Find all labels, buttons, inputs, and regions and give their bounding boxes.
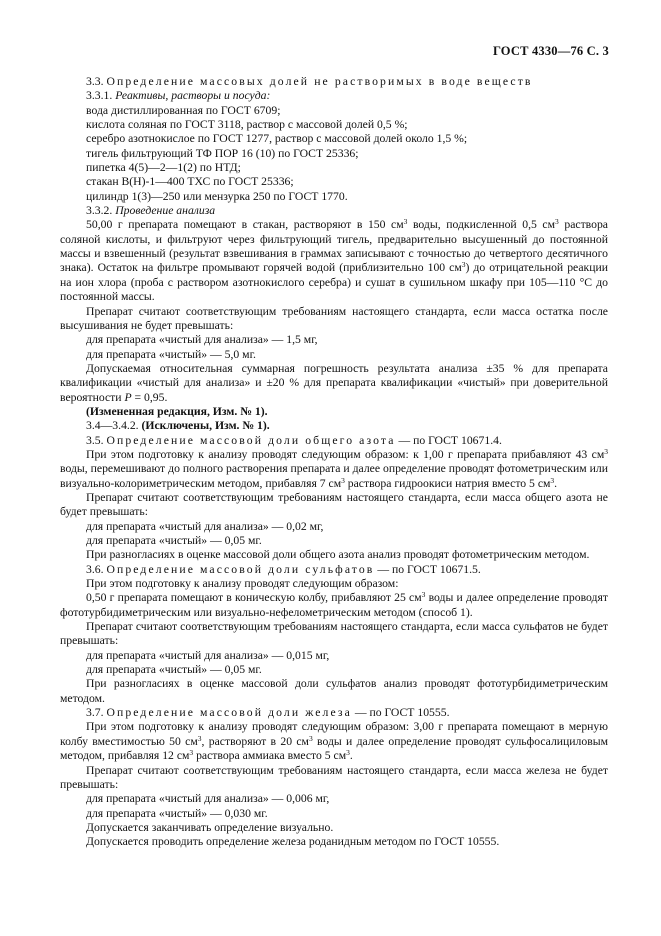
paragraph: Допускается проводить определение железа роданидным методом по ГОСТ 10555.: [86, 835, 500, 849]
reagent-item: кислота соляная по ГОСТ 3118, раствор с массовой долей 0,5 %;: [86, 118, 408, 132]
limit-item: для препарата «чистый для анализа» — 1,5 мг,: [86, 333, 318, 347]
reagent-item: пипетка 4(5)—2—1(2) по НТД;: [86, 161, 241, 175]
section-title: Определение массовой доли железа: [106, 706, 352, 720]
section-title: Проведение анализа: [115, 204, 216, 218]
paragraph: При этом подготовку к анализу проводят следующим образом:: [86, 577, 399, 591]
section-reference: — по ГОСТ 10671.4.: [395, 433, 502, 447]
amendment-note: (Измененная редакция, Изм. № 1).: [86, 404, 268, 418]
reagent-item: цилиндр 1(3)—250 или мензурка 250 по ГОСТ 1770.: [86, 189, 348, 203]
paragraph: Допускаемая относительная суммарная погрешность результата анализа ±35 % для препарата квалификации «чистый для анализа» и ±20 % для препарата квалификации «чистый» при доверительной вероятности P = 0,95.: [60, 361, 608, 404]
paragraph: Препарат считают соответствующим требованиям настоящего стандарта, если масса остатка после высушивания не будет превышать:: [60, 304, 608, 332]
section-3-7-heading: [60, 706, 608, 720]
paragraph: Препарат считают соответствующим требованиям настоящего стандарта, если масса общего азота не будет превышать:: [60, 490, 608, 519]
limit-item: для препарата «чистый» — 0,05 мг.: [86, 663, 262, 677]
page-header: ГОСТ 4330—76 С. 3: [492, 44, 609, 58]
reagent-item: стакан В(Н)-1—400 ТХС по ГОСТ 25336;: [86, 175, 294, 189]
paragraph: При этом подготовку к анализу проводят следующим образом: 3,00 г препарата помещают в мерную колбу вместимостью 50 $см^3$, растворяют в 20 $см^3$ воды и далее определение проводят сульфосалициловым методом, прибавляя 12 $см^3$ раствора аммиака вместо 5 $см^3$.: [60, 720, 608, 763]
section-number: 3.7.: [86, 706, 104, 720]
section-number: 3.6.: [86, 562, 104, 576]
limit-item: для препарата «чистый для анализа» — 0,015 мг,: [86, 648, 330, 662]
section-number: 3.3.: [86, 75, 104, 88]
reagent-item: тигель фильтрующий ТФ ПОР 16 (10) по ГОСТ 25336;: [86, 146, 359, 160]
paragraph: При разногласиях в оценке массовой доли сульфатов анализ проводят фототурбидиметрическим методом.: [60, 677, 608, 705]
section-3-5-heading: [60, 434, 608, 448]
paragraph: 50,00 г препарата помещают в стакан, растворяют в 150 $см^3$ воды, подкисленной 0,5 $см^3$ раствора соляной кислоты, и фильтруют через фильтрующий тигель, предварительно высушенный до постоянной массы и взвешенный (результат взвешивания в граммах записывают с точностью до четвертого десятичного знака). Остаток на фильтре промывают горячей водой (приблизительно 100 $см^3$) до отрицательной реакции на ион хлора (проба с раствором азотнокислого серебра) и сушат в сушильном шкафу при 105—110 °С до постоянной массы.: [60, 217, 608, 304]
limit-item: для препарата «чистый» — 5,0 мг.: [86, 347, 256, 361]
section-3-3-heading: [60, 75, 608, 89]
paragraph: 0,50 г препарата помещают в коническую колбу, прибавляют 25 $см^3$ воды и далее определение проводят фототурбидиметрическим или визуально-нефелометрическим методом (способ 1).: [60, 590, 608, 619]
section-title: Определение массовой доли сульфатов: [106, 562, 375, 576]
paragraph: При этом подготовку к анализу проводят следующим образом: к 1,00 г препарата прибавляют 43 $см^3$ воды, перемешивают до полного растворения препарата и далее определение проводят фотометрическим или визуально-колориметрическим методом, прибавляя 7 $см^3$ раствора гидроокиси натрия вместо 5 $см^3$.: [60, 446, 608, 490]
section-reference: — по ГОСТ 10671.5.: [374, 562, 481, 576]
section-title: Определение массовых долей не растворимых в воде веществ: [106, 75, 533, 88]
limit-item: для препарата «чистый» — 0,030 мг.: [86, 806, 268, 820]
section-number: 3.3.1.: [86, 89, 113, 103]
section-number: 3.3.2.: [86, 204, 113, 218]
limit-item: для препарата «чистый для анализа» — 0,02 мг,: [86, 519, 324, 533]
limit-item: для препарата «чистый для анализа» — 0,006 мг,: [86, 792, 330, 806]
reagent-item: серебро азотнокислое по ГОСТ 1277, раствор с массовой долей около 1,5 %;: [86, 132, 468, 146]
section-number: 3.5.: [86, 433, 104, 447]
paragraph: Препарат считают соответствующим требованиям настоящего стандарта, если масса сульфатов не будет превышать:: [60, 620, 608, 648]
reagent-item: вода дистиллированная по ГОСТ 6709;: [86, 103, 281, 117]
section-reference: — по ГОСТ 10555.: [351, 706, 450, 720]
paragraph: Препарат считают соответствующим требованиям настоящего стандарта, если масса железа не будет превышать:: [60, 763, 608, 791]
paragraph: При разногласиях в оценке массовой доли общего азота анализ проводят фотометрическим методом.: [86, 548, 590, 562]
section-3-3-2-heading: [60, 204, 608, 218]
section-3-4-note: 3.4—3.4.2. (Исключены, Изм. № 1).: [86, 419, 270, 433]
document-body: [60, 75, 608, 850]
section-title: Реактивы, растворы и посуда:: [115, 89, 271, 103]
section-title: Определение массовой доли общего азота: [106, 433, 396, 447]
section-3-3-1-heading: [60, 89, 608, 103]
paragraph: Допускается заканчивать определение визуально.: [86, 820, 334, 834]
section-3-6-heading: [60, 563, 608, 577]
limit-item: для препарата «чистый» — 0,05 мг.: [86, 534, 262, 547]
